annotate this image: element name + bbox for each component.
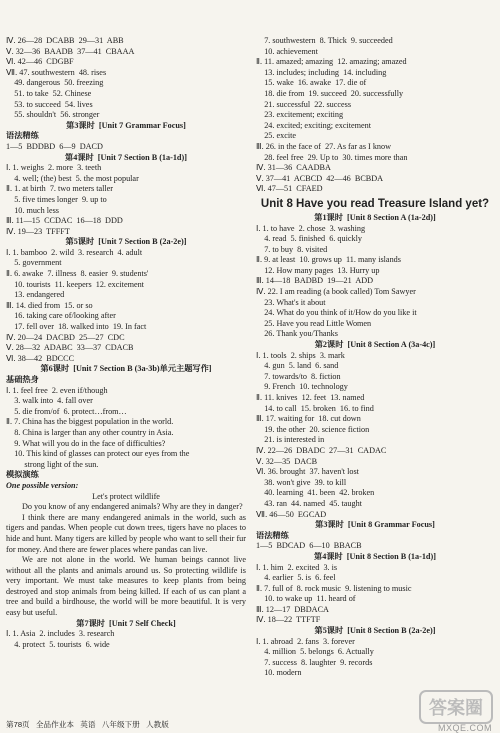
answer-line: 43. ran 44. named 45. taught bbox=[256, 498, 362, 508]
answer-line: Ⅱ. 11. amazed; amazing 12. amazing; amazed bbox=[256, 57, 407, 67]
answer-line: 24. What do you think of it/How do you like it bbox=[256, 308, 417, 318]
answer-line: Ⅶ. 46—50 EGCAD bbox=[256, 509, 327, 519]
answer-line: 16. taking care of/looking after bbox=[6, 311, 116, 321]
answer-line: Ⅰ. 1. weighs 2. more 3. teeth bbox=[6, 163, 102, 173]
answer-line: 10. much less bbox=[6, 205, 59, 215]
svg-text:答案圈: 答案圈 bbox=[429, 698, 483, 719]
essay-title: Let's protect wildlife bbox=[92, 491, 160, 501]
section-heading: 第5课时 [Unit 7 Section B (2a-2e)] bbox=[65, 237, 187, 247]
answer-line: Ⅰ. 1. tools 2. ships 3. mark bbox=[256, 350, 345, 360]
answer-line: Ⅳ. 20—24 DACBD 25—27 CDC bbox=[6, 332, 125, 342]
answer-line: Ⅴ. 37—41 ACBCD 42—46 BCBDA bbox=[256, 173, 384, 183]
answer-line: Ⅲ. 12—17 DBDACA bbox=[256, 604, 329, 614]
subsection-label: 基础热身 bbox=[6, 375, 39, 384]
answer-line: 40. learning 41. been 42. broken bbox=[256, 488, 375, 498]
answer-line: 5. die from/of 6. protect…from… bbox=[6, 406, 127, 416]
page-footer: 第78页 全品作业本 英语 八年级下册 人教版 bbox=[6, 720, 169, 729]
essay-paragraph: We are not alone in the world. We human beings cannot live without all the plants and animals around us. So protecting wildlife is very important. We must take measures to keep plants from being destroyed and stop animals from being killed. If each of us can plant a tree and build a birdhouse, the world will be more beautiful. It is very easy but useful. bbox=[6, 555, 246, 618]
right-answer-column bbox=[256, 36, 494, 679]
answer-line: 15. wake 16. awake 17. die of bbox=[256, 78, 367, 88]
section-heading: 第4课时 [Unit 8 Section B (1a-1d)] bbox=[314, 551, 436, 561]
answer-line: 19. the other 20. science fiction bbox=[256, 424, 370, 434]
answer-line: 25. Have you read Little Women bbox=[256, 318, 372, 328]
answer-line: Ⅳ. 31—36 CAADBA bbox=[256, 163, 331, 173]
answer-line: Ⅰ. 1. to have 2. chose 3. washing bbox=[256, 223, 366, 233]
unit-title: Unit 8 Have you read Treasure Island yet? bbox=[260, 197, 490, 210]
subsection-label: 语法精练 bbox=[6, 131, 39, 141]
answer-line: Ⅴ. 32—36 BAADB 37—41 CBAAA bbox=[6, 46, 135, 56]
answer-line: 7. towards/to 8. fiction bbox=[256, 371, 341, 381]
answer-line: 28. feel free 29. Up to 30. times more than bbox=[256, 152, 408, 162]
answer-line: Ⅶ. 47. southwestern 48. rises bbox=[6, 67, 107, 77]
section-heading: 第2课时 [Unit 8 Section A (3a-4c)] bbox=[314, 340, 436, 350]
answer-line: Ⅰ. 1. him 2. excited 3. is bbox=[256, 562, 338, 572]
answer-line: Ⅲ. 14—18 BADBD 19—21 ADD bbox=[256, 276, 374, 286]
section-heading: 第4课时 [Unit 7 Section B (1a-1d)] bbox=[65, 152, 187, 162]
left-answer-column bbox=[6, 36, 246, 650]
answer-line: Ⅳ. 26—28 DCABB 29—31 ABB bbox=[6, 36, 124, 45]
answer-line: Ⅲ. 26. in the face of 27. As far as I know bbox=[256, 141, 392, 151]
answer-line: 9. French 10. technology bbox=[256, 382, 348, 392]
answer-line: 14. to call 15. broken 16. to find bbox=[256, 403, 374, 413]
answer-line: Ⅴ. 32—35 DACB bbox=[256, 456, 318, 466]
answer-line: strong light of the sun. bbox=[6, 459, 99, 469]
answer-line: 10. tourists 11. keepers 12. excitement bbox=[6, 279, 144, 289]
answer-line: 23. excitement; exciting bbox=[256, 110, 344, 120]
answer-line: Ⅱ. 6. awake 7. illness 8. easier 9. students' bbox=[6, 269, 149, 279]
answer-line: 13. endangered bbox=[6, 290, 65, 300]
answer-line: 4. earlier 5. is 6. feel bbox=[256, 573, 336, 583]
answer-line: 5. five times longer 9. up to bbox=[6, 194, 107, 204]
answer-line: 1—5 BDCAD 6—10 BBACB bbox=[256, 541, 362, 551]
answer-line: Ⅰ. 1. abroad 2. fans 3. forever bbox=[256, 636, 355, 646]
answer-line: 3. walk into 4. fall over bbox=[6, 396, 93, 406]
answer-line: 12. How many pages 13. Hurry up bbox=[256, 265, 380, 275]
answer-line: Ⅴ. 28—32 ADABC 33—37 CDACB bbox=[6, 343, 134, 353]
answer-line: 7. to buy 8. visited bbox=[256, 244, 328, 254]
answer-line: Ⅱ. 7. China has the biggest population in the world. bbox=[6, 417, 174, 427]
answer-line: 49. dangerous 50. freezing bbox=[6, 78, 104, 88]
answer-line: 8. China is larger than any other country in Asia. bbox=[6, 427, 174, 437]
answer-line: 17. fell over 18. walked into 19. In fact bbox=[6, 322, 147, 332]
essay-paragraph: Do you know of any endangered animals? Why are they in danger? bbox=[22, 502, 243, 512]
answer-line: Ⅳ. 22—26 DBADC 27—31 CADAC bbox=[256, 445, 387, 455]
answer-line: Ⅳ. 22. I am reading (a book called) Tom Sawyer bbox=[256, 287, 416, 297]
subsection-label: 语法精练 bbox=[256, 530, 289, 540]
answer-line: 4. protect 5. tourists 6. wide bbox=[6, 639, 110, 649]
watermark-logo-icon bbox=[418, 689, 494, 725]
answer-line: 23. What's it about bbox=[256, 297, 326, 307]
answer-line: 18. die from 19. succeed 20. successfully bbox=[256, 88, 404, 98]
section-heading: 第1课时 [Unit 8 Section A (1a-2d)] bbox=[314, 212, 436, 222]
answer-line: 9. What will you do in the face of difficulties? bbox=[6, 438, 166, 448]
subsection-label: 模拟演练 bbox=[6, 470, 39, 480]
section-heading: 第7课时 [Unit 7 Self Check] bbox=[76, 618, 176, 628]
watermark-text: MXQE.COM bbox=[437, 723, 492, 733]
answer-line: 4. read 5. finished 6. quickly bbox=[256, 234, 362, 244]
answer-line: 7. southwestern 8. Thick 9. succeeded bbox=[256, 36, 393, 45]
answer-line: 13. includes; including 14. including bbox=[256, 67, 387, 77]
answer-line: 4. well; (the) best 5. the most popular bbox=[6, 173, 139, 183]
answer-line: 21. is interested in bbox=[256, 435, 325, 445]
section-heading: 第5课时 [Unit 8 Section B (2a-2e)] bbox=[314, 626, 436, 636]
answer-line: Ⅲ. 11—15 CCDAC 16—18 DDD bbox=[6, 216, 123, 226]
answer-line: Ⅱ. 7. full of 8. rock music 9. listening to music bbox=[256, 583, 412, 593]
answer-line: 25. excite bbox=[256, 131, 297, 141]
answer-line: Ⅰ. 1. feel free 2. even if/though bbox=[6, 385, 108, 395]
version-label: One possible version: bbox=[6, 480, 79, 490]
answer-line: 26. Thank you/Thanks bbox=[256, 329, 338, 339]
answer-line: Ⅳ. 18—22 TTFTF bbox=[256, 615, 321, 625]
answer-line: 4. million 5. belongs 6. Actually bbox=[256, 647, 374, 657]
answer-line: Ⅵ. 38—42 BDCCC bbox=[6, 353, 75, 363]
answer-line: 4. gun 5. land 6. sand bbox=[256, 361, 339, 371]
answer-line: 38. won't give 39. to kill bbox=[256, 477, 347, 487]
answer-line: Ⅱ. 9. at least 10. grows up 11. many islands bbox=[256, 255, 401, 265]
answer-line: 55. shouldn't 56. stronger bbox=[6, 110, 100, 120]
answer-line: Ⅱ. 11. knives 12. feet 13. named bbox=[256, 393, 365, 402]
answer-line: 51. to take 52. Chinese bbox=[6, 88, 92, 98]
answer-line: Ⅰ. 1. bamboo 2. wild 3. research 4. adult bbox=[6, 247, 143, 257]
answer-line: 1—5 BDDBD 6—9 DACD bbox=[6, 141, 103, 151]
answer-line: Ⅳ. 19—23 TFFFT bbox=[6, 226, 70, 236]
answer-line: 24. excited; exciting; excitement bbox=[256, 120, 372, 130]
answer-line: Ⅲ. 17. waiting for 18. cut down bbox=[256, 414, 361, 424]
section-heading: 第6课时 [Unit 7 Section B (3a-3b)单元主题写作] bbox=[40, 364, 212, 374]
answer-line: Ⅰ. 1. Asia 2. includes 3. research bbox=[6, 629, 115, 639]
answer-line: 5. government bbox=[6, 258, 62, 268]
answer-line: 7. success 8. laughter 9. records bbox=[256, 657, 373, 667]
answer-line: 10. modern bbox=[256, 668, 302, 678]
answer-line: 21. successful 22. success bbox=[256, 99, 352, 109]
answer-line: 10. to wake up 11. heard of bbox=[256, 594, 356, 604]
essay-paragraph: I think there are many endangered animals in the world, such as tigers and pandas. When people cut down trees, tigers have no places to hide and hunt. Many tigers are killed by people who want to sell their fur for money. And there are fewer places where pandas can live. bbox=[6, 512, 246, 554]
answer-line: 10. This kind of glasses can protect our eyes from the bbox=[6, 449, 190, 459]
answer-line: Ⅲ. 14. died from 15. or so bbox=[6, 300, 93, 310]
answer-line: Ⅵ. 42—46 CDGBF bbox=[6, 57, 74, 67]
answer-line: Ⅵ. 47—51 CFAED bbox=[256, 184, 323, 194]
section-heading: 第3课时 [Unit 7 Grammar Focus] bbox=[66, 120, 186, 130]
answer-line: Ⅵ. 36. brought 37. haven't lost bbox=[256, 467, 359, 477]
answer-line: 10. achievement bbox=[256, 46, 318, 56]
section-heading: 第3课时 [Unit 8 Grammar Focus] bbox=[315, 520, 435, 530]
answer-line: 53. to succeed 54. lives bbox=[6, 99, 93, 109]
answer-line: Ⅱ. 1. at birth 7. two meters taller bbox=[6, 184, 114, 194]
